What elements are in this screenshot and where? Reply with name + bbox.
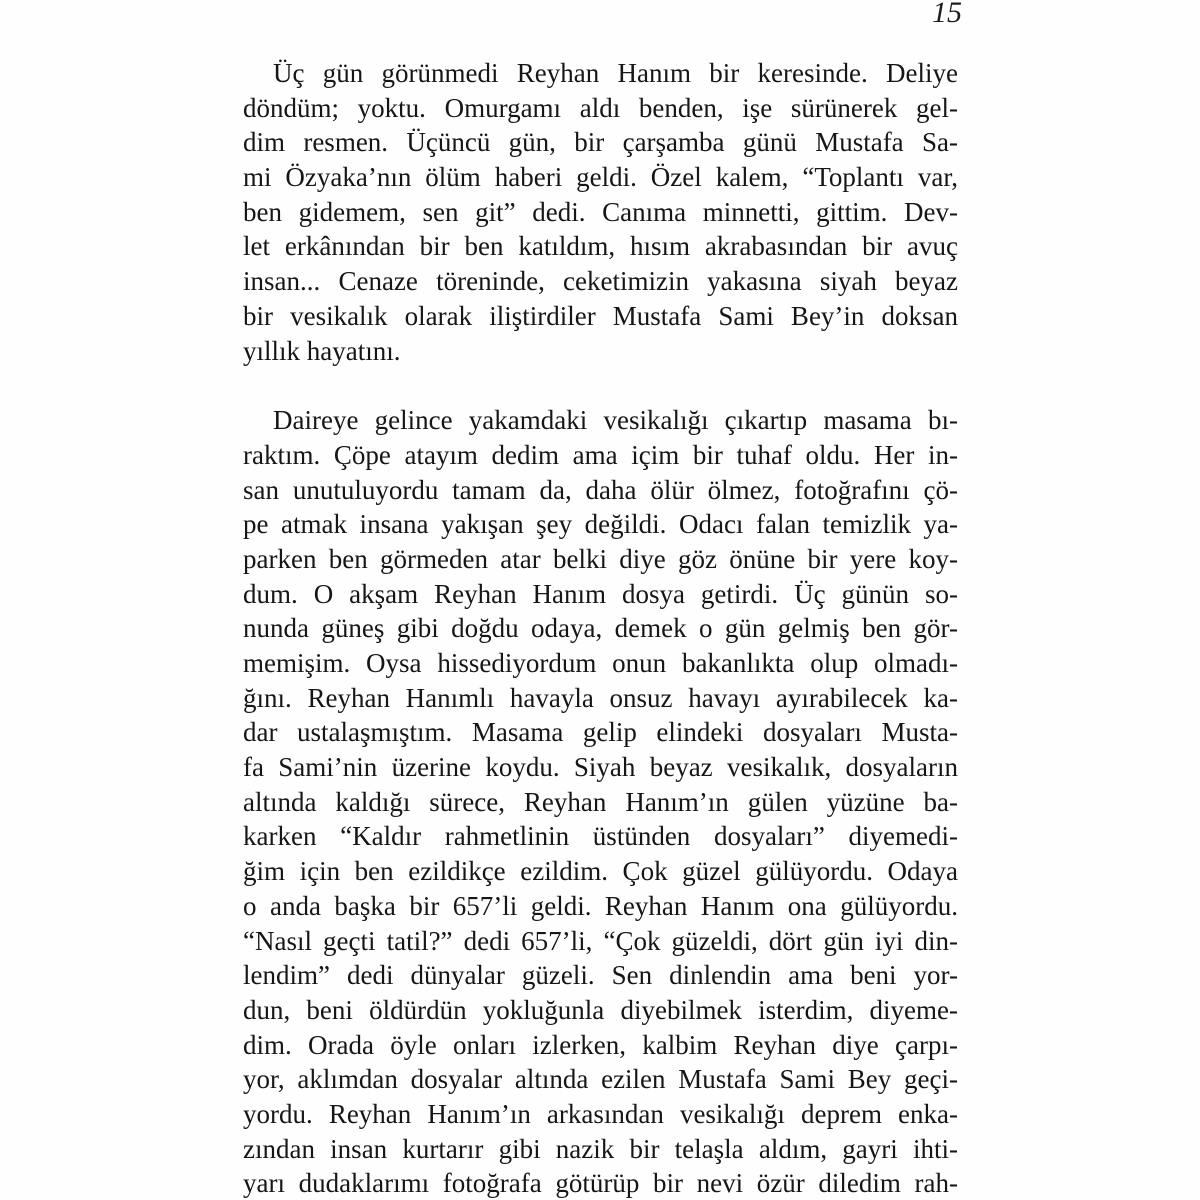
text-line: let erkânından bir ben katıldım, hısım akrabasından bir avuç bbox=[243, 231, 958, 262]
text-line: altında kaldığı sürece, Reyhan Hanım’ın gülen yüzüne ba- bbox=[243, 786, 958, 817]
text-line: döndüm; yoktu. Omurgamı aldı benden, işe sürünerek gel- bbox=[243, 92, 958, 123]
text-line: mi Özyaka’nın ölüm haberi geldi. Özel kalem, “Toplantı var, bbox=[243, 162, 958, 193]
text-line: zından insan kurtarır gibi nazik bir telaşla aldım, gayri ihti- bbox=[243, 1133, 958, 1164]
text-line: karken “Kaldır rahmetlinin üstünden dosyaları” diyemedi- bbox=[243, 821, 958, 852]
text-line: Üç gün görünmedi Reyhan Hanım bir keresinde. Deliye bbox=[273, 58, 958, 88]
text-line: parken ben görmeden atar belki diye göz önüne bir yere koy- bbox=[243, 543, 958, 574]
text-line: fa Sami’nin üzerine koydu. Siyah beyaz vesikalık, dosyaların bbox=[243, 752, 958, 783]
paragraph bbox=[243, 56, 958, 368]
text-line: dar ustalaşmıştım. Masama gelip elindeki dosyaları Musta- bbox=[243, 717, 958, 748]
text-line: nunda güneş gibi doğdu odaya, demek o gün gelmiş ben gör- bbox=[243, 613, 958, 644]
text-line: o anda başka bir 657’li geldi. Reyhan Hanım ona gülüyordu. bbox=[243, 890, 958, 921]
text-line: ben gidemem, sen git” dedi. Canıma minnetti, gittim. Dev- bbox=[243, 196, 958, 227]
text-line: raktım. Çöpe atayım dedim ama içim bir tuhaf oldu. Her in- bbox=[243, 439, 958, 470]
text-line: insan... Cenaze töreninde, ceketimizin yakasına siyah beyaz bbox=[243, 266, 958, 297]
text-line: dim. Orada öyle onları izlerken, kalbim Reyhan diye çarpı- bbox=[243, 1029, 958, 1060]
text-line: ğını. Reyhan Hanımlı havayla onsuz havayı ayırabilecek ka- bbox=[243, 682, 958, 713]
text-line: yarı dudaklarımı fotoğrafa götürüp bir nevi özür diledim rah- bbox=[243, 1168, 958, 1199]
text-line: “Nasıl geçti tatil?” dedi 657’li, “Çok güzeldi, dört gün iyi din- bbox=[243, 925, 958, 956]
text-block bbox=[243, 56, 958, 1200]
text-line: ğim için ben ezildikçe ezildim. Çok güzel gülüyordu. Odaya bbox=[243, 856, 958, 887]
text-line: yıllık hayatını. bbox=[243, 335, 401, 366]
text-line: bir vesikalık olarak iliştirdiler Mustafa Sami Bey’in doksan bbox=[243, 300, 958, 331]
text-line: dim resmen. Üçüncü gün, bir çarşamba günü Mustafa Sa- bbox=[243, 127, 958, 158]
text-line: dun, beni öldürdün yokluğunla diyebilmek isterdim, diyeme- bbox=[243, 994, 958, 1025]
paragraph bbox=[243, 403, 958, 1200]
text-line: yordu. Reyhan Hanım’ın arkasından vesikalığı deprem enka- bbox=[243, 1098, 958, 1129]
text-line: Daireye gelince yakamdaki vesikalığı çıkartıp masama bı- bbox=[273, 405, 958, 436]
text-line: memişim. Oysa hissediyordum onun bakanlıkta olup olmadı- bbox=[243, 648, 958, 678]
page-number: 15 bbox=[932, 0, 962, 29]
text-line: lendim” dedi dünyalar güzeli. Sen dinlendin ama beni yor- bbox=[243, 960, 958, 991]
text-line: san unutuluyordu tamam da, daha ölür ölmez, fotoğrafını çö- bbox=[243, 474, 958, 505]
text-line: yor, aklımdan dosyalar altında ezilen Mustafa Sami Bey geçi- bbox=[243, 1064, 958, 1095]
text-line: pe atmak insana yakışan şey değildi. Odacı falan temizlik ya- bbox=[243, 509, 958, 540]
text-line: dum. O akşam Reyhan Hanım dosya getirdi. Üç günün so- bbox=[243, 578, 958, 609]
